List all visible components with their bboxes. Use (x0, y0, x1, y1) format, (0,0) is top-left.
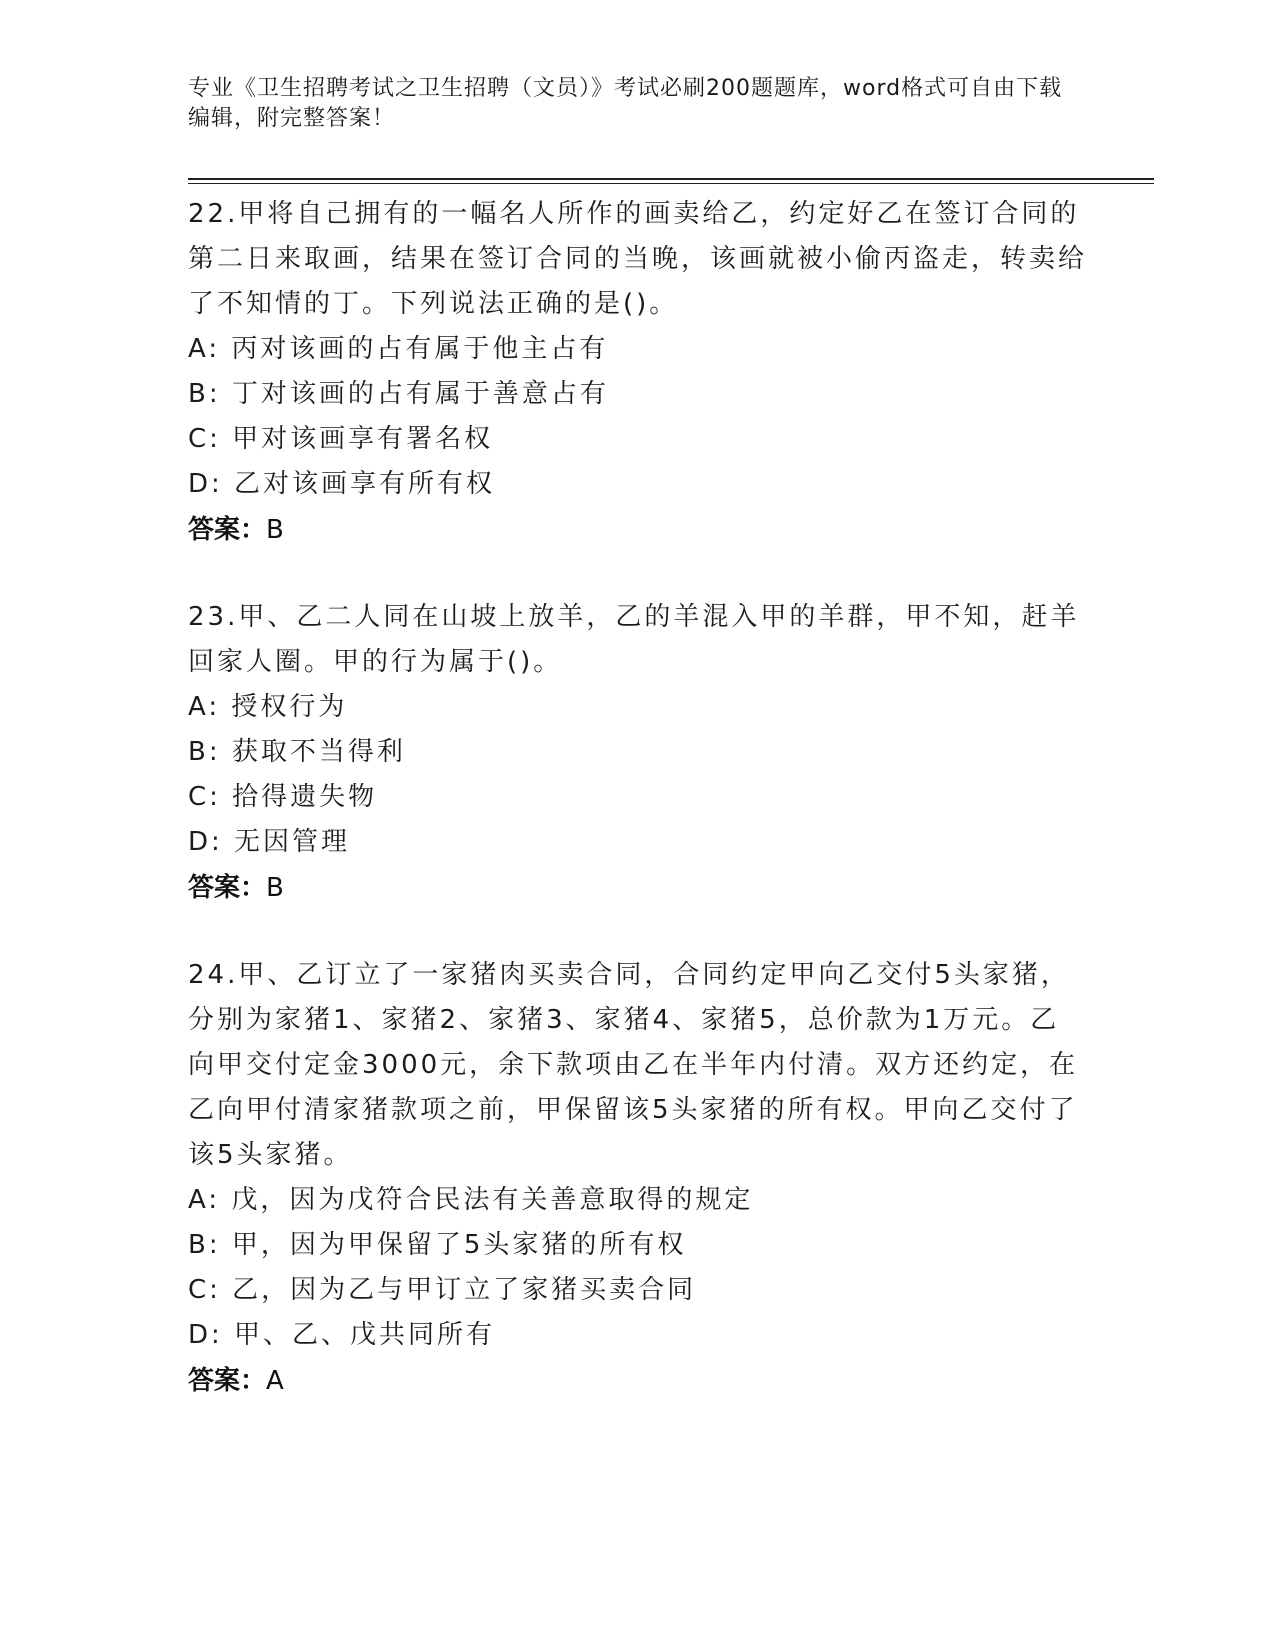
option-b: B: 获取不当得利 (188, 737, 406, 767)
question-stem: 22.甲将自己拥有的一幅名人所作的画卖给乙，约定好乙在签订合同的第二日来取画，结果在签订合同的当晚，该画就被小偷丙盗走，转卖给了不知情的丁。下列说法正确的是()。 (188, 199, 1088, 319)
option-d: D: 无因管理 (188, 827, 351, 857)
question-list (188, 192, 1088, 1404)
answer-label: 答案： (188, 873, 267, 903)
question-23 (188, 595, 1088, 911)
header-divider (188, 178, 1154, 184)
option-c: C: 乙，因为乙与甲订立了家猪买卖合同 (188, 1275, 697, 1305)
option-b: B: 甲，因为甲保留了5头家猪的所有权 (188, 1230, 687, 1260)
option-c: C: 甲对该画享有署名权 (188, 424, 494, 454)
option-d: D: 甲、乙、戊共同所有 (188, 1320, 496, 1350)
question-22 (188, 192, 1088, 553)
question-24 (188, 953, 1088, 1404)
question-stem: 24.甲、乙订立了一家猪肉买卖合同，合同约定甲向乙交付5头家猪，分别为家猪1、家猪2、家猪3、家猪4、家猪5，总价款为1万元。乙向甲交付定金3000元，余下款项由乙在半年内付清。双方还约定，在乙向甲付清家猪款项之前，甲保留该5头家猪的所有权。甲向乙交付了该5头家猪。 (188, 960, 1079, 1170)
answer-line (188, 1358, 1088, 1404)
option-b: B: 丁对该画的占有属于善意占有 (188, 379, 609, 409)
answer-line (188, 865, 1088, 911)
option-a: A: 戊，因为戊符合民法有关善意取得的规定 (188, 1185, 754, 1215)
document-header: 专业《卫生招聘考试之卫生招聘（文员）》考试必刷200题题库，word格式可自由下载编辑，附完整答案！ (188, 76, 1063, 131)
answer-label: 答案： (188, 1366, 267, 1396)
answer-value: B (266, 515, 284, 545)
answer-line (188, 507, 1088, 553)
option-d: D: 乙对该画享有所有权 (188, 469, 496, 499)
answer-value: B (266, 873, 284, 903)
option-a: A: 授权行为 (188, 692, 348, 722)
option-a: A: 丙对该画的占有属于他主占有 (188, 334, 609, 364)
option-c: C: 拾得遗失物 (188, 782, 378, 812)
question-stem: 23.甲、乙二人同在山坡上放羊，乙的羊混入甲的羊群，甲不知，赶羊回家人圈。甲的行为属于()。 (188, 602, 1080, 677)
answer-value: A (266, 1366, 284, 1396)
answer-label: 答案： (188, 515, 267, 545)
